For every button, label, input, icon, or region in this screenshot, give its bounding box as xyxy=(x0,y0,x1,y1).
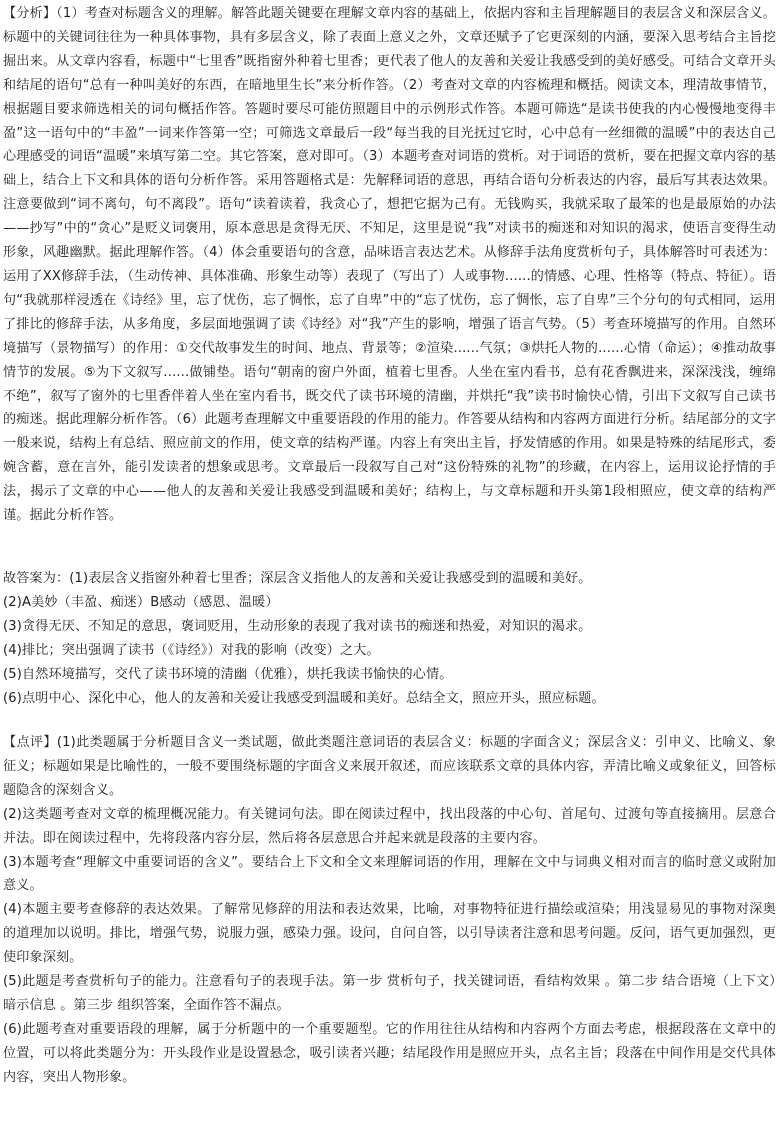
comment-paragraph: (4)本题主要考查修辞的表达效果。了解常见修辞的用法和表达效果，比喻，对事物特征进行描绘或渲染；用浅显易见的事物对深奥的道理加以说明。排比，增强气势，说服力强，感染力强。设问，自问自答，以引导读者注意和思考问题。反问，语气更加强烈，更使印象深刻。 xyxy=(3,902,776,966)
answer-line: (3)贪得无厌、不知足的意思，褒词贬用，生动形象的表现了我对读书的痴迷和热爱，对知识的渴求。 xyxy=(3,618,592,634)
analysis-paragraph: 【分析】（1）考查对标题含义的理解。解答此题关键要在理解文章内容的基础上，依据内容和主旨理解题目的表层含义和深层含义。标题中的关键词往往为一种具体事物，具有多层含义，除了表面上意义之外，文章还赋予了它更深刻的内涵，要深入思考结合主旨挖掘出来。从文章内容看，标题中“七里香”既指窗外种着七里香；更代表了他人的友善和关爱让我感受到的美好感受。可结合文章开头和结尾的语句“总有一种叫美好的东西，在暗地里生长”来分析作答。（2）考查对文章的内容梳理和概括。阅读文本，理清故事情节，根据题目要求筛选相关的词句概括作答。答题时要尽可能仿照题目中的示例形式作答。本题可筛选“是读书使我的内心慢慢地变得丰盈”这一语句中的“丰盈”一词来作答第一空；可筛选文章最后一段“每当我的目光抚过它时，心中总有一丝细微的温暖”中的表达自己心理感受的词语“温暖”来填写第二空。其它答案，意对即可。（3）本题考查对词语的赏析。对于词语的赏析，要在把握文章内容的基础上，结合上下文和具体的语句分析作答。采用答题格式是：先解释词语的意思，再结合语句分析表达的内容，最后写其表达效果。注意要做到“词不离句，句不离段”。语句“读着读着，我贪心了，想把它据为己有。无钱购买，我就采取了最笨的也是最原始的办法——抄写”中的“贪心”是贬义词褒用，原本意思是贪得无厌、不知足，这里是说“我”对读书的痴迷和对知识的渴求，使语言变得生动形象，风趣幽默。据此理解作答。（4）体会重要语句的含意，品味语言表达艺术。从修辞手法角度赏析句子，具体解答时可表述为：运用了XX修辞手法，（生动传神、具体准确、形象生动等）表现了（写出了）人或事物......的情感、心理、性格等（特点、特征）。语句“我就那样浸透在《诗经》里，忘了忧伤，忘了惆怅，忘了自卑”中的“忘了忧伤，忘了惆怅，忘了自卑”三个分句的句式相同，运用了排比的修辞手法，从多角度，多层面地强调了读《诗经》对“我”产生的影响，增强了语言气势。（5）考查环境描写的作用。自然环境描写（景物描写）的作用：①交代故事发生的时间、地点、背景等；②渲染......气氛；③烘托人物的......心情（命运）；④推动故事情节的发展。⑤为下文叙写......做铺垫。语句“朝南的窗户外面，植着七里香。人坐在室内看书，总有花香飘进来，深深浅浅，缠绵不绝”，叙写了窗外的七里香伴着人坐在室内看书，既交代了读书环境的清幽，并烘托“我”读书时愉快心情，引出下文叙写自己读书的痴迷。据此理解分析作答。（6）此题考查理解文中重要语段的作用的能力。作答要从结构和内容两方面进行分析。结尾部分的文字一般来说，结构上有总结、照应前文的作用，使文章的结构严谨。内容上有突出主旨，抒发情感的作用。如果是特殊的结尾形式，委婉含蓄，意在言外，能引发读者的想象或思考。文章最后一段叙写自己对“这份特殊的礼物”的珍藏，在内容上，运用议论抒情的手法，揭示了文章的中心——他人的友善和关爱让我感受到温暖和美好；结构上，与文章标题和开头第1段相照应，使文章的结构严谨。据此分析作答。 xyxy=(3,6,776,524)
analysis-section xyxy=(0,2,780,528)
comment-paragraph: (2)这类题考查对文章的梳理概况能力。有关键词句法。即在阅读过程中，找出段落的中心句、首尾句、过渡句等直接摘用。层意合并法。即在阅读过程中，先将段落内容分层，然后将各层意思合并起来就是段落的主要内容。 xyxy=(3,806,776,846)
answer-line: 故答案为：(1)表层含义指窗外种着七里香；深层含义指他人的友善和关爱让我感受到的温暖和美好。 xyxy=(3,571,592,586)
answer-line: (5)自然环境描写，交代了读书环境的清幽（优雅），烘托我读书愉快的心情。 xyxy=(3,666,453,682)
comment-paragraph: (5)此题是考查赏析句子的能力。注意看句子的表现手法。第一步 赏析句子，找关键词语，看结构效果 。第二步 结合语境（上下文）暗示信息 。第三步 组织答案，全面作答不漏点。 xyxy=(3,974,776,1013)
answer-line: (4)排比；突出强调了读书（《诗经》）对我的影响（改变）之大。 xyxy=(3,642,380,658)
answer-section xyxy=(0,567,780,710)
answer-line: (2)A美妙（丰盈、痴迷）B感动（感恩、温暖） xyxy=(3,594,279,610)
comment-section xyxy=(0,731,780,1090)
comment-paragraph: (3)本题考查“理解文中重要词语的含义”。要结合上下文和全文来理解词语的作用，理解在文中与词典义相对而言的临时意义或附加意义。 xyxy=(3,854,776,894)
comment-paragraph: (6)此题考查对重要语段的理解，属于分析题中的一个重要题型。它的作用往往从结构和内容两个方面去考虑，根据段落在文章中的位置，可以将此类题分为：开头段作业是设置悬念，吸引读者兴趣；结尾段作用是照应开头，点名主旨；段落在中间作用是交代具体内容，突出人物形象。 xyxy=(3,1021,776,1085)
answer-line: (6)点明中心、深化中心，他人的友善和关爱让我感受到温暖和美好。总结全文，照应开头，照应标题。 xyxy=(3,690,605,706)
comment-paragraph: 【点评】(1)此类题属于分析题目含义一类试题，做此类题注意词语的表层含义：标题的字面含义；深层含义：引申义、比喻义、象征义；标题如果是比喻性的，一般不要围绕标题的字面含义来展开叙述，而应该联系文章的具体内容，弄清比喻义或象征义，回答标题隐含的深刻含义。 xyxy=(3,735,776,798)
